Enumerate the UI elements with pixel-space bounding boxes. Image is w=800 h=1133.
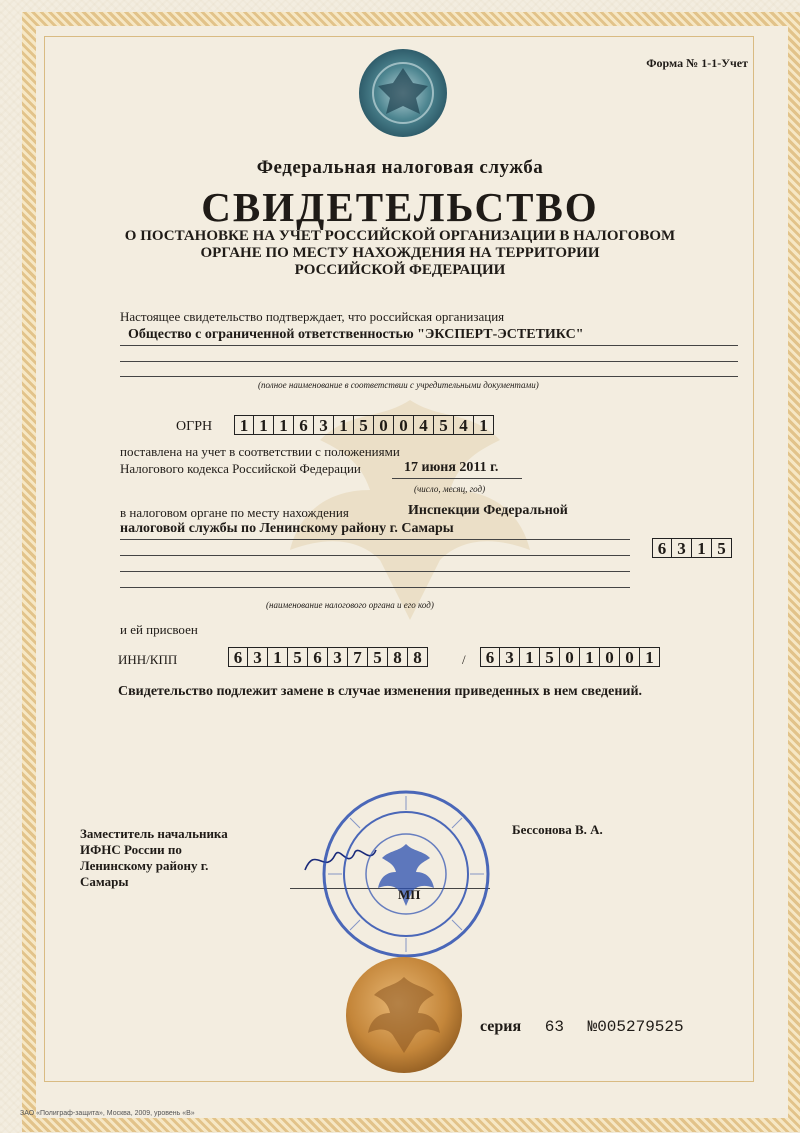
kpp-digit: 5 xyxy=(540,647,560,667)
authority-name-line2: налоговой службы по Ленинскому району г. Самары xyxy=(120,521,454,536)
inn-digit: 1 xyxy=(268,647,288,667)
signatory-position-line: Ленинскому району г. xyxy=(80,858,209,873)
inn-digit: 8 xyxy=(408,647,428,667)
ogrn-digits xyxy=(234,415,494,435)
official-stamp-icon xyxy=(320,788,492,960)
authority-code-digit: 5 xyxy=(712,538,732,558)
date-caption: (число, месяц, год) xyxy=(414,484,486,494)
signatory-position-line: ИФНС России по xyxy=(80,842,182,857)
ogrn-digit: 0 xyxy=(394,415,414,435)
inn-digit: 3 xyxy=(328,647,348,667)
ogrn-digit: 4 xyxy=(414,415,434,435)
ogrn-digit: 4 xyxy=(454,415,474,435)
series-number: №005279525 xyxy=(587,1018,684,1036)
stamp-place-label: МП xyxy=(398,887,421,902)
inn-digit: 3 xyxy=(248,647,268,667)
subtitle-line: О ПОСТАНОВКЕ НА УЧЕТ РОССИЙСКОЙ ОРГАНИЗАЦИИ В НАЛОГОВОМ xyxy=(124,228,676,244)
ogrn-label: ОГРН xyxy=(176,419,213,434)
inn-digit: 8 xyxy=(388,647,408,667)
inn-kpp-separator: / xyxy=(462,652,466,667)
ogrn-digit: 3 xyxy=(314,415,334,435)
subtitle-line: ОРГАНЕ ПО МЕСТУ НАХОЖДЕНИЯ НА ТЕРРИТОРИИ xyxy=(200,245,600,261)
kpp-digit: 0 xyxy=(620,647,640,667)
printer-footer: ЗАО «Полиграф-защита», Москва, 2009, уровень «В» xyxy=(20,1110,195,1117)
replacement-notice: Свидетельство подлежит замене в случае изменения приведенных в нем сведений. xyxy=(118,684,643,699)
ogrn-digit: 1 xyxy=(474,415,494,435)
underline xyxy=(120,571,630,572)
assignment-intro: и ей присвоен xyxy=(120,622,198,637)
authority-code-digit: 6 xyxy=(652,538,672,558)
inn-digits xyxy=(228,647,428,667)
inn-digit: 5 xyxy=(368,647,388,667)
underline xyxy=(120,555,630,556)
ogrn-digit: 1 xyxy=(334,415,354,435)
authority-intro: в налоговом органе по месту нахождения xyxy=(120,505,349,520)
underline xyxy=(120,587,630,588)
kpp-digit: 1 xyxy=(580,647,600,667)
form-number: Форма № 1-1-Учет xyxy=(646,56,748,70)
underline xyxy=(120,345,738,346)
organization-name: Общество с ограниченной ответственностью "ЭКСПЕРТ-ЭСТЕТИКС" xyxy=(128,327,584,342)
document-subtitle xyxy=(120,228,680,279)
inn-digit: 5 xyxy=(288,647,308,667)
kpp-digit: 0 xyxy=(560,647,580,667)
signatory-position-line: Заместитель начальника xyxy=(80,826,228,841)
signatory-name: Бессонова В. А. xyxy=(512,822,603,837)
ogrn-digit: 1 xyxy=(254,415,274,435)
kpp-digit: 1 xyxy=(520,647,540,667)
ogrn-digit: 6 xyxy=(294,415,314,435)
document-title: СВИДЕТЕЛЬСТВО xyxy=(201,184,599,230)
authority-caption: (наименование налогового органа и его код) xyxy=(266,600,434,610)
kpp-digit: 3 xyxy=(500,647,520,667)
series-value: 63 xyxy=(544,1018,564,1036)
ogrn-digit: 1 xyxy=(274,415,294,435)
agency-name: Федеральная налоговая служба xyxy=(256,157,544,178)
authority-code-digit: 1 xyxy=(692,538,712,558)
kpp-digit: 1 xyxy=(640,647,660,667)
hologram-emblem-icon xyxy=(358,48,448,138)
authority-code-digits xyxy=(652,538,732,558)
organization-caption: (полное наименование в соответствии с учредительными документами) xyxy=(258,380,539,390)
inn-digit: 7 xyxy=(348,647,368,667)
inn-kpp-label: ИНН/КПП xyxy=(118,652,178,667)
inn-digit: 6 xyxy=(308,647,328,667)
inn-digit: 6 xyxy=(228,647,248,667)
ogrn-digit: 5 xyxy=(354,415,374,435)
underline xyxy=(392,478,522,479)
ogrn-digit: 5 xyxy=(434,415,454,435)
kpp-digit: 0 xyxy=(600,647,620,667)
subtitle-line: РОССИЙСКОЙ ФЕДЕРАЦИИ xyxy=(294,262,506,278)
series-label: серия xyxy=(480,1018,522,1035)
series-block xyxy=(480,1018,684,1036)
kpp-digit: 6 xyxy=(480,647,500,667)
signatory-position-line: Самары xyxy=(80,874,129,889)
underline xyxy=(120,539,630,540)
registration-date: 17 июня 2011 г. xyxy=(404,460,499,475)
registration-line2: Налогового кодекса Российской Федерации xyxy=(120,461,361,476)
underline xyxy=(120,361,738,362)
kpp-digits xyxy=(480,647,660,667)
registration-line1: поставлена на учет в соответствии с положениями xyxy=(120,444,400,459)
ogrn-digit: 1 xyxy=(234,415,254,435)
authority-code-digit: 3 xyxy=(672,538,692,558)
gold-seal-icon xyxy=(344,955,464,1075)
signatory-position xyxy=(80,826,228,890)
underline xyxy=(120,376,738,377)
organization-intro: Настоящее свидетельство подтверждает, что российская организация xyxy=(120,309,505,324)
authority-name-line1: Инспекции Федеральной xyxy=(408,503,568,518)
ogrn-digit: 0 xyxy=(374,415,394,435)
